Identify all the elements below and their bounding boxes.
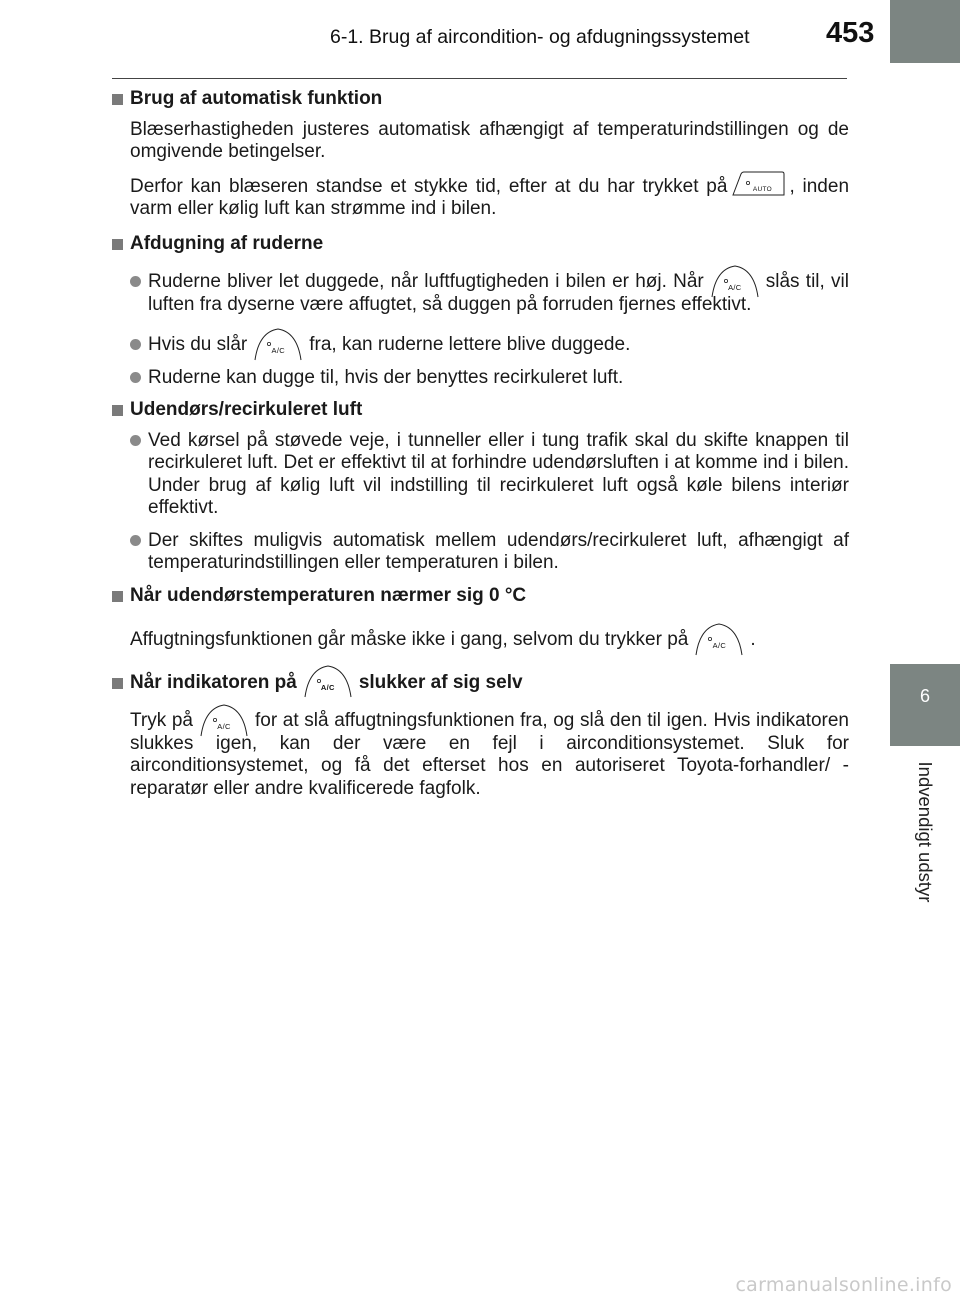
- round-bullet-icon: [130, 339, 141, 350]
- round-bullet-icon: [130, 276, 141, 287]
- square-bullet-icon: [112, 239, 123, 250]
- list-item-defog-2: Hvis du slår A/C fra, kan ruderne lettere blive duggede.: [112, 334, 849, 357]
- square-bullet-icon: [112, 678, 123, 689]
- round-bullet-icon: [130, 372, 141, 383]
- page-number: 453: [826, 17, 875, 49]
- round-bullet-icon: [130, 435, 141, 446]
- square-bullet-icon: [112, 591, 123, 602]
- square-bullet-icon: [112, 405, 123, 416]
- paragraph-auto-2: Derfor kan blæseren standse et stykke tid, efter at du har trykket på AUTO , inden varm eller kølig luft kan strømme ind i bilen.: [112, 176, 849, 221]
- square-bullet-icon: [112, 94, 123, 105]
- round-bullet-icon: [130, 535, 141, 546]
- chapter-label: Indvendigt udstyr: [915, 761, 936, 903]
- list-item-defog-1: Ruderne bliver let duggede, når luftfugtigheden i bilen er høj. Når A/C slås til, vil luften fra dyserne være affugtet, så duggen på forruden fjernes effektivt.: [112, 271, 849, 316]
- paragraph-zero-1: Affugtningsfunktionen går måske ikke i gang, selvom du trykker på A/C .: [112, 629, 849, 652]
- section-heading-zero: Når udendørstemperaturen nærmer sig 0 °C: [112, 585, 849, 608]
- paragraph-indicator-1: Tryk på A/C for at slå affugtningsfunktionen fra, og slå den til igen. Hvis indikatoren slukkes igen, kan der være en fejl i airconditionsystemet. Sluk for airconditionsystemet, og få det efterset hos en autoriseret Toyota-forhandler/ -reparatør eller andre kvalificerede fagfolk.: [112, 710, 849, 800]
- auto-button-icon: AUTO: [731, 171, 785, 197]
- ac-button-icon: A/C: [694, 622, 744, 656]
- section-heading-indicator: Når indikatoren på A/C slukker af sig selv: [112, 672, 849, 695]
- list-item-recirc-1: Ved kørsel på støvede veje, i tunneller eller i tung trafik skal du skifte knappen til recirkuleret luft. Det er effektivt til at forhindre udendørsluften i at komme ind i bilen. Under brug af kølig luft vil indstilling til recirkuleret luft også køle bilens interiør effektivt.: [112, 430, 849, 520]
- section-heading-recirc: Udendørs/recirkuleret luft: [112, 399, 849, 422]
- page-content: [112, 88, 849, 812]
- section-heading-auto: Brug af automatisk funktion: [112, 88, 849, 111]
- list-item-defog-3: Ruderne kan dugge til, hvis der benyttes recirkuleret luft.: [112, 367, 849, 390]
- header-divider: [112, 78, 847, 79]
- side-tab-top: [890, 0, 960, 63]
- watermark: carmanualsonline.info: [735, 1274, 952, 1296]
- chapter-number: 6: [919, 686, 930, 706]
- paragraph-auto-1: Blæserhastigheden justeres automatisk afhængigt af temperaturindstillingen og de omgivende betingelser.: [130, 118, 849, 162]
- ac-button-icon: A/C: [303, 664, 353, 698]
- section-heading-defog: Afdugning af ruderne: [112, 233, 849, 256]
- ac-button-icon: A/C: [710, 264, 760, 298]
- ac-button-icon: A/C: [253, 327, 303, 361]
- ac-button-icon: A/C: [199, 703, 249, 737]
- page-header-title: 6-1. Brug af aircondition- og afdugningssystemet: [330, 26, 750, 48]
- list-item-recirc-2: Der skiftes muligvis automatisk mellem udendørs/recirkuleret luft, afhængigt af temperaturindstillingen eller temperaturen i bilen.: [112, 530, 849, 575]
